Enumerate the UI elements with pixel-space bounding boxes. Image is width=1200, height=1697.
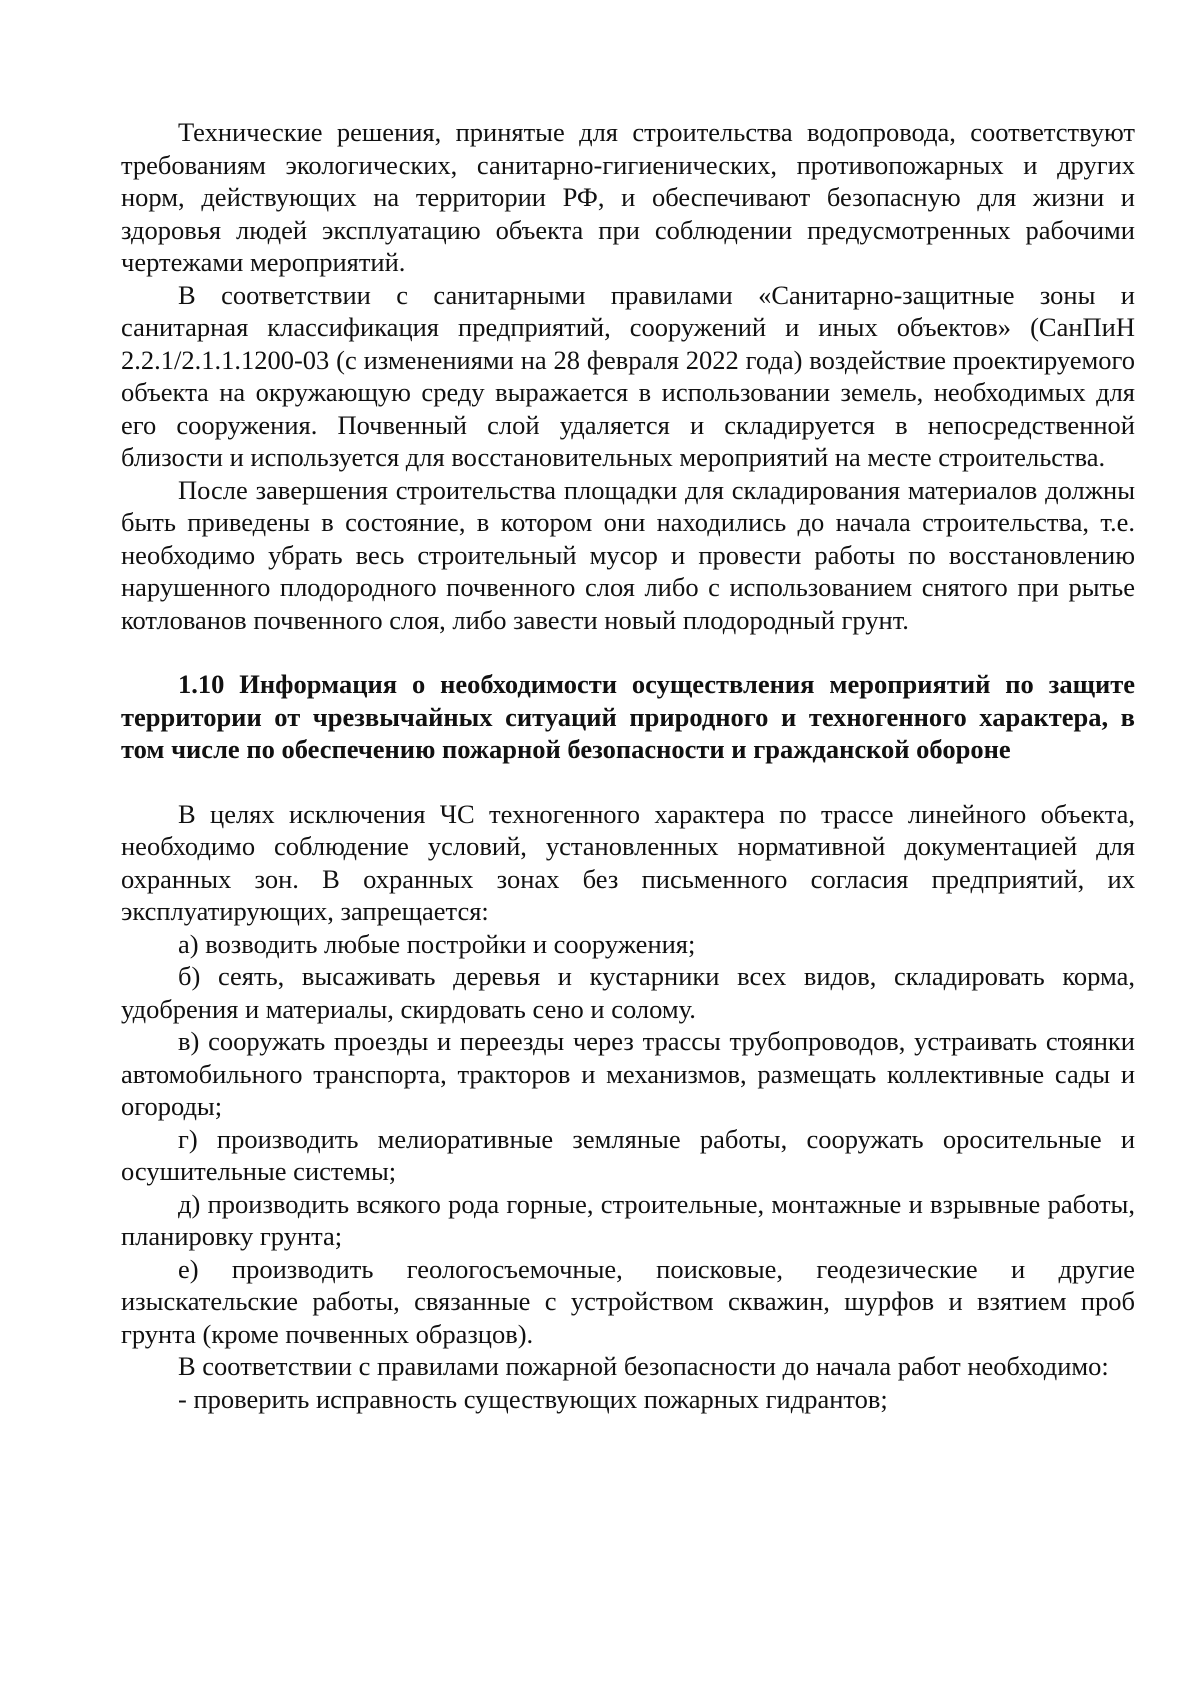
spacer [121, 766, 1135, 798]
paragraph-sanitary-rules: В соответствии с санитарными правилами «Санитарно-защитные зоны и санитарная классификация предприятий, сооружений и иных объектов» (СанПиН 2.2.1/2.1.1.1200-03 (с изменениями на 28 февраля 2022 года) воздействие проектируемого объекта на окружающую среду выражается в использовании земель, необходимых для его сооружения. Почвенный слой удаляется и складируется в непосредственной близости и используется для восстановительных мероприятий на месте строительства. [121, 279, 1135, 472]
section-heading: 1.10 Информация о необходимости осуществления мероприятий по защите территории от чрезвычайных ситуаций природного и техногенного характера, в том числе по обеспечению пожарной безопасности и гражданской обороне [121, 669, 1135, 764]
list-item-g: г) производить мелиоративные земляные работы, сооружать оросительные и осушительные системы; [121, 1123, 1135, 1186]
paragraph-technical-solutions: Технические решения, принятые для строительства водопровода, соответствуют требованиям экологических, санитарно-гигиенических, противопожарных и других норм, действующих на территории РФ, и обеспечивают безопасную для жизни и здоровья людей эксплуатацию объекта при соблюдении предусмотренных рабочими чертежами мероприятий. [121, 117, 1135, 277]
list-item-a: а) возводить любые постройки и сооружения; [178, 928, 696, 959]
paragraph-fire-safety: В соответствии с правилами пожарной безопасности до начала работ необходимо: [178, 1351, 1109, 1381]
list-item-e: е) производить геологосъемочные, поисковые, геодезические и другие изыскательские работы, связанные с устройством скважин, шурфов и взятием проб грунта (кроме почвенных образцов). [121, 1253, 1135, 1349]
document-body [121, 116, 1135, 1415]
list-item-b: б) сеять, высаживать деревья и кустарники всех видов, складировать корма, удобрения и материалы, скирдовать сено и солому. [121, 961, 1135, 1024]
paragraph-after-construction: После завершения строительства площадки для складирования материалов должны быть приведены в состояние, в котором они находились до начала строительства, т.е. необходимо убрать весь строительный мусор и провести работы по восстановлению нарушенного плодородного почвенного слоя либо с использованием снятого при рытье котлованов почвенного слоя, либо завести новый плодородный грунт. [121, 474, 1135, 635]
list-item-d: д) производить всякого рода горные, строительные, монтажные и взрывные работы, планировку грунта; [121, 1188, 1135, 1251]
list-item-v: в) сооружать проезды и переезды через трассы трубопроводов, устраивать стоянки автомобильного транспорта, тракторов и механизмов, размещать коллективные сады и огороды; [121, 1026, 1135, 1121]
paragraph-emergency-prevention: В целях исключения ЧС техногенного характера по трассе линейного объекта, необходимо соблюдение условий, установленных нормативной документацией для охранных зон. В охранных зонах без письменного согласия предприятий, их эксплуатирующих, запрещается: [121, 798, 1135, 926]
spacer [121, 636, 1135, 668]
list-item-hydrants: - проверить исправность существующих пожарных гидрантов; [178, 1383, 888, 1414]
